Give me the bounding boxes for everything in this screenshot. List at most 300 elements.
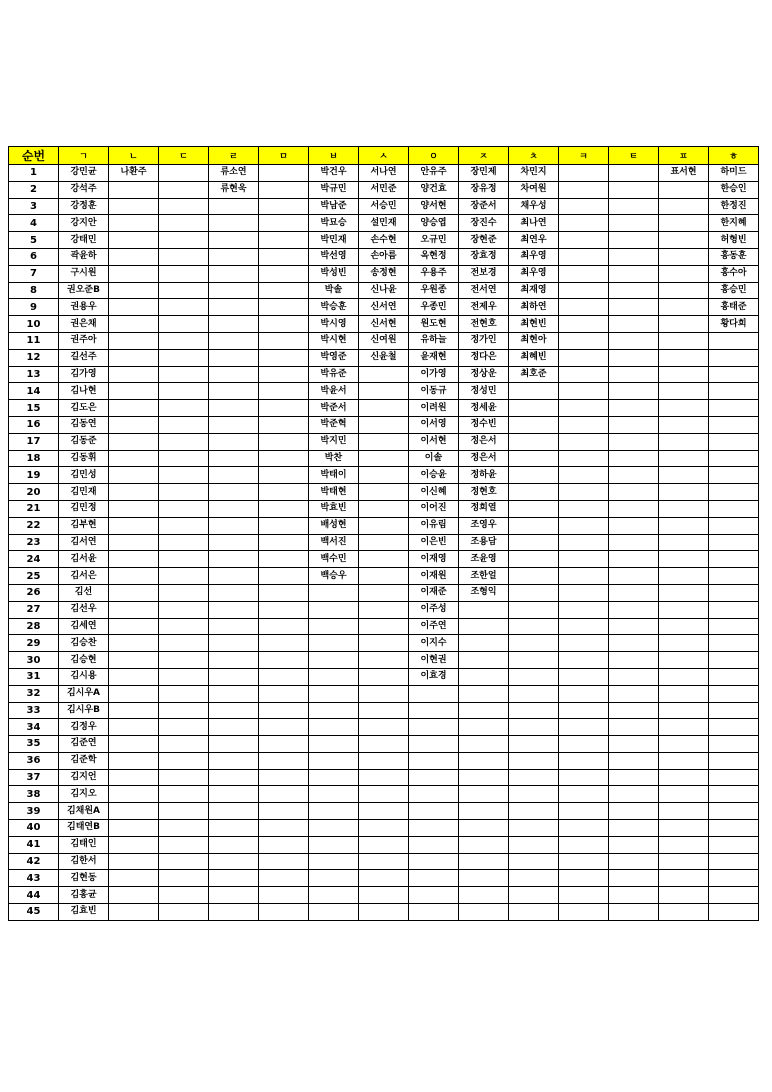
name-cell: 장유정 [459, 181, 509, 198]
name-cell [309, 904, 359, 921]
name-cell: 원도현 [409, 316, 459, 333]
row-index-cell: 28 [9, 618, 59, 635]
name-cell: 박태현 [309, 484, 359, 501]
name-cell: 한정진 [709, 198, 759, 215]
name-cell [409, 820, 459, 837]
name-cell [259, 803, 309, 820]
name-cell [359, 551, 409, 568]
name-cell [209, 836, 259, 853]
name-cell: 박솔 [309, 282, 359, 299]
name-cell: 김준학 [59, 752, 109, 769]
name-cell: 차여원 [509, 181, 559, 198]
name-cell: 김선우 [59, 601, 109, 618]
name-cell: 양승엽 [409, 215, 459, 232]
name-cell [459, 752, 509, 769]
name-cell [109, 803, 159, 820]
name-cell [209, 853, 259, 870]
name-cell [609, 635, 659, 652]
name-cell: 이어진 [409, 500, 459, 517]
name-cell [409, 836, 459, 853]
name-cell [509, 786, 559, 803]
name-cell [259, 265, 309, 282]
name-cell [659, 803, 709, 820]
name-cell [509, 433, 559, 450]
name-cell [109, 500, 159, 517]
name-cell [609, 383, 659, 400]
name-cell [159, 534, 209, 551]
name-cell [209, 820, 259, 837]
name-cell: 김나현 [59, 383, 109, 400]
name-cell [309, 601, 359, 618]
name-cell [509, 484, 559, 501]
name-cell [709, 769, 759, 786]
name-cell: 정현호 [459, 484, 509, 501]
name-cell [609, 500, 659, 517]
name-cell [159, 316, 209, 333]
name-cell [609, 752, 659, 769]
name-cell: 박준혁 [309, 416, 359, 433]
name-cell [509, 400, 559, 417]
name-cell [659, 618, 709, 635]
name-cell [209, 366, 259, 383]
row-index-cell: 8 [9, 282, 59, 299]
name-cell [259, 416, 309, 433]
name-cell [509, 668, 559, 685]
name-cell [209, 400, 259, 417]
name-cell [709, 416, 759, 433]
row-index-cell: 23 [9, 534, 59, 551]
row-index-cell: 1 [9, 165, 59, 182]
name-cell [659, 265, 709, 282]
table-row [9, 618, 759, 635]
name-cell [609, 904, 659, 921]
name-cell [159, 500, 209, 517]
name-cell [459, 652, 509, 669]
name-cell [659, 685, 709, 702]
name-cell: 최호준 [509, 366, 559, 383]
name-cell [209, 786, 259, 803]
name-cell: 김동연 [59, 416, 109, 433]
table-row [9, 400, 759, 417]
table-row [9, 299, 759, 316]
name-cell [609, 416, 659, 433]
name-cell [459, 836, 509, 853]
name-cell [609, 450, 659, 467]
header-consonant: ㅍ [659, 147, 709, 165]
name-cell: 김승현 [59, 652, 109, 669]
table-row [9, 366, 759, 383]
name-roster-table [8, 146, 759, 921]
name-cell [209, 349, 259, 366]
name-cell [559, 551, 609, 568]
name-cell [309, 820, 359, 837]
name-cell [159, 568, 209, 585]
name-cell: 이재준 [409, 584, 459, 601]
name-cell: 전보경 [459, 265, 509, 282]
name-cell [659, 551, 709, 568]
name-cell [559, 904, 609, 921]
name-cell: 정은서 [459, 450, 509, 467]
row-index-cell: 10 [9, 316, 59, 333]
name-cell [659, 719, 709, 736]
name-cell [659, 299, 709, 316]
name-cell [359, 702, 409, 719]
name-cell: 우종민 [409, 299, 459, 316]
name-cell: 이지수 [409, 635, 459, 652]
name-cell: 이동규 [409, 383, 459, 400]
name-cell [559, 467, 609, 484]
name-cell: 옥현정 [409, 248, 459, 265]
name-cell [709, 752, 759, 769]
name-cell: 신서연 [359, 299, 409, 316]
header-index: 순번 [9, 147, 59, 165]
name-cell [709, 517, 759, 534]
name-cell: 표서현 [659, 165, 709, 182]
name-cell [609, 400, 659, 417]
name-cell: 이재원 [409, 568, 459, 585]
name-cell [559, 282, 609, 299]
name-cell [659, 500, 709, 517]
name-cell [559, 836, 609, 853]
name-cell: 홍수아 [709, 265, 759, 282]
name-cell: 김민성 [59, 467, 109, 484]
table-row [9, 601, 759, 618]
name-cell [609, 601, 659, 618]
name-cell: 김현동 [59, 870, 109, 887]
name-cell [659, 433, 709, 450]
name-cell [709, 568, 759, 585]
row-index-cell: 13 [9, 366, 59, 383]
name-cell [159, 165, 209, 182]
name-cell [259, 668, 309, 685]
name-cell [209, 299, 259, 316]
table-row [9, 248, 759, 265]
name-cell: 장준서 [459, 198, 509, 215]
name-cell: 허형빈 [709, 232, 759, 249]
name-cell [459, 769, 509, 786]
name-cell: 이유림 [409, 517, 459, 534]
name-cell: 정성민 [459, 383, 509, 400]
name-cell: 서민준 [359, 181, 409, 198]
name-cell: 김서윤 [59, 551, 109, 568]
name-cell [359, 853, 409, 870]
name-cell [709, 820, 759, 837]
name-cell [509, 853, 559, 870]
row-index-cell: 40 [9, 820, 59, 837]
name-cell [509, 517, 559, 534]
name-cell [259, 752, 309, 769]
name-cell [109, 584, 159, 601]
name-cell [409, 719, 459, 736]
row-index-cell: 45 [9, 904, 59, 921]
name-cell [359, 618, 409, 635]
name-cell [159, 652, 209, 669]
name-cell: 이려원 [409, 400, 459, 417]
name-cell: 정하윤 [459, 467, 509, 484]
name-cell: 박남준 [309, 198, 359, 215]
name-cell [159, 836, 209, 853]
header-row [9, 147, 759, 165]
name-cell [509, 551, 559, 568]
row-index-cell: 36 [9, 752, 59, 769]
name-cell: 이재영 [409, 551, 459, 568]
name-cell: 박영준 [309, 349, 359, 366]
name-cell [459, 820, 509, 837]
row-index-cell: 2 [9, 181, 59, 198]
name-cell [259, 887, 309, 904]
name-cell: 전현호 [459, 316, 509, 333]
name-cell [159, 332, 209, 349]
name-cell: 신나윤 [359, 282, 409, 299]
name-cell [109, 870, 159, 887]
name-cell [109, 836, 159, 853]
name-cell [409, 702, 459, 719]
name-cell: 손아름 [359, 248, 409, 265]
name-cell [709, 332, 759, 349]
name-cell [559, 870, 609, 887]
name-cell [709, 904, 759, 921]
name-cell [609, 618, 659, 635]
row-index-cell: 9 [9, 299, 59, 316]
name-cell: 강태민 [59, 232, 109, 249]
name-cell: 백수민 [309, 551, 359, 568]
name-cell [659, 820, 709, 837]
name-cell [109, 215, 159, 232]
header-consonant: ㄷ [159, 147, 209, 165]
name-cell: 홍승민 [709, 282, 759, 299]
name-cell [259, 904, 309, 921]
name-cell [609, 820, 659, 837]
header-consonant: ㅌ [609, 147, 659, 165]
name-cell [309, 853, 359, 870]
name-cell: 박유준 [309, 366, 359, 383]
name-cell [209, 601, 259, 618]
name-cell: 김세연 [59, 618, 109, 635]
name-cell [659, 181, 709, 198]
name-cell [659, 635, 709, 652]
name-cell [259, 786, 309, 803]
name-cell [609, 887, 659, 904]
name-cell [359, 433, 409, 450]
name-cell [509, 702, 559, 719]
name-cell: 박찬 [309, 450, 359, 467]
row-index-cell: 38 [9, 786, 59, 803]
name-cell [109, 786, 159, 803]
name-cell [259, 853, 309, 870]
header-consonant: ㅎ [709, 147, 759, 165]
row-index-cell: 18 [9, 450, 59, 467]
name-cell [509, 584, 559, 601]
name-cell [209, 685, 259, 702]
name-cell [259, 332, 309, 349]
name-cell [259, 299, 309, 316]
name-cell [609, 484, 659, 501]
table-row [9, 736, 759, 753]
name-cell [109, 702, 159, 719]
name-cell [309, 803, 359, 820]
name-cell [609, 517, 659, 534]
name-cell [359, 736, 409, 753]
name-cell [359, 719, 409, 736]
name-cell: 김태인 [59, 836, 109, 853]
name-cell [259, 568, 309, 585]
name-cell [709, 584, 759, 601]
name-cell [159, 904, 209, 921]
name-cell [459, 601, 509, 618]
name-cell [509, 887, 559, 904]
name-cell [209, 265, 259, 282]
name-cell [159, 517, 209, 534]
name-cell [159, 752, 209, 769]
name-cell [259, 165, 309, 182]
name-cell [259, 635, 309, 652]
name-cell [159, 467, 209, 484]
name-cell: 이승윤 [409, 467, 459, 484]
name-cell: 장현준 [459, 232, 509, 249]
row-index-cell: 37 [9, 769, 59, 786]
table-row [9, 685, 759, 702]
row-index-cell: 4 [9, 215, 59, 232]
name-cell: 강지안 [59, 215, 109, 232]
name-cell [659, 316, 709, 333]
name-cell [559, 719, 609, 736]
name-cell: 서나연 [359, 165, 409, 182]
name-cell [209, 517, 259, 534]
name-cell [559, 618, 609, 635]
header-consonant: ㅋ [559, 147, 609, 165]
name-cell [659, 349, 709, 366]
name-cell [259, 450, 309, 467]
name-cell [209, 450, 259, 467]
name-cell: 강석주 [59, 181, 109, 198]
name-cell [359, 870, 409, 887]
name-cell [209, 198, 259, 215]
name-cell [159, 366, 209, 383]
name-cell [109, 400, 159, 417]
name-cell: 조영우 [459, 517, 509, 534]
name-cell [459, 668, 509, 685]
name-cell [659, 702, 709, 719]
name-cell [559, 853, 609, 870]
name-cell: 윤재현 [409, 349, 459, 366]
row-index-cell: 11 [9, 332, 59, 349]
name-cell [209, 534, 259, 551]
name-cell: 하미드 [709, 165, 759, 182]
name-cell: 황다희 [709, 316, 759, 333]
row-index-cell: 29 [9, 635, 59, 652]
name-cell [609, 736, 659, 753]
name-cell [359, 467, 409, 484]
name-cell: 이가영 [409, 366, 459, 383]
name-cell: 최현빈 [509, 316, 559, 333]
name-cell [709, 803, 759, 820]
name-cell [659, 853, 709, 870]
name-cell [509, 635, 559, 652]
name-cell [159, 820, 209, 837]
row-index-cell: 32 [9, 685, 59, 702]
name-cell: 김민재 [59, 484, 109, 501]
name-cell [409, 870, 459, 887]
name-cell [159, 400, 209, 417]
name-cell [509, 500, 559, 517]
name-cell [559, 601, 609, 618]
table-row [9, 534, 759, 551]
name-cell [559, 652, 609, 669]
name-cell: 차민지 [509, 165, 559, 182]
table-row [9, 803, 759, 820]
name-cell: 박시현 [309, 332, 359, 349]
table-row [9, 232, 759, 249]
name-cell: 최연우 [509, 232, 559, 249]
name-cell [609, 853, 659, 870]
name-cell: 구시원 [59, 265, 109, 282]
name-cell: 곽윤하 [59, 248, 109, 265]
name-cell [659, 232, 709, 249]
name-cell [359, 366, 409, 383]
name-cell: 유하늘 [409, 332, 459, 349]
name-cell [359, 584, 409, 601]
name-cell [259, 467, 309, 484]
name-cell [709, 467, 759, 484]
name-cell [659, 601, 709, 618]
name-cell [709, 685, 759, 702]
name-cell [359, 685, 409, 702]
name-cell [709, 383, 759, 400]
table-row [9, 887, 759, 904]
name-cell [509, 719, 559, 736]
name-cell [109, 467, 159, 484]
table-row [9, 198, 759, 215]
name-cell [559, 769, 609, 786]
name-cell [459, 904, 509, 921]
name-cell [159, 433, 209, 450]
name-cell [659, 568, 709, 585]
name-cell [209, 484, 259, 501]
name-cell: 박묘승 [309, 215, 359, 232]
name-cell: 김지언 [59, 769, 109, 786]
name-cell: 한지혜 [709, 215, 759, 232]
name-cell: 권용우 [59, 299, 109, 316]
name-cell [709, 500, 759, 517]
name-cell [209, 736, 259, 753]
name-cell [259, 769, 309, 786]
name-cell [609, 786, 659, 803]
name-cell [259, 500, 309, 517]
name-cell [109, 820, 159, 837]
name-cell [609, 366, 659, 383]
name-cell: 최우영 [509, 248, 559, 265]
name-cell [659, 836, 709, 853]
name-cell [259, 601, 309, 618]
name-cell [659, 736, 709, 753]
name-cell [559, 584, 609, 601]
name-cell: 박규민 [309, 181, 359, 198]
name-cell: 최하연 [509, 299, 559, 316]
name-cell: 전서연 [459, 282, 509, 299]
name-cell [209, 215, 259, 232]
name-cell [609, 349, 659, 366]
name-cell [359, 517, 409, 534]
name-cell [509, 870, 559, 887]
name-cell: 김시용 [59, 668, 109, 685]
name-cell [559, 349, 609, 366]
name-cell: 백서진 [309, 534, 359, 551]
name-cell [359, 786, 409, 803]
name-cell [459, 736, 509, 753]
name-cell [309, 668, 359, 685]
row-index-cell: 7 [9, 265, 59, 282]
name-cell [359, 400, 409, 417]
